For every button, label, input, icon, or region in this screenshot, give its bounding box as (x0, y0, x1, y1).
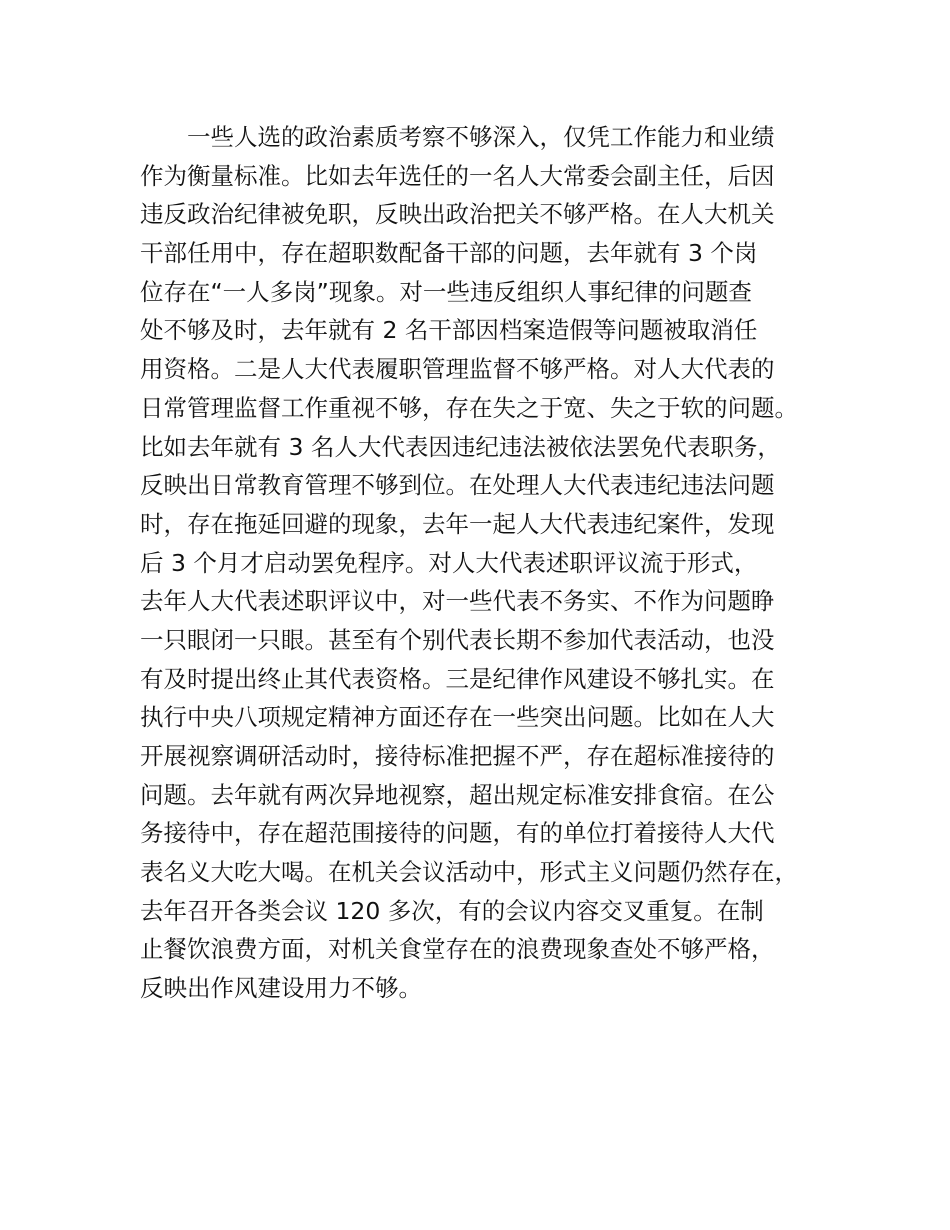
paragraph-line: 反映出日常教育管理不够到位。在处理人大代表违纪违法问题 (140, 471, 775, 500)
paragraph-line: 问题。去年就有两次异地视察，超出规定标准安排食宿。在公 (140, 780, 775, 809)
paragraph-line: 去年召开各类会议 120 多次，有的会议内容交叉重复。在制 (140, 896, 764, 925)
body-paragraph (140, 118, 840, 1008)
paragraph-line: 日常管理监督工作重视不够，存在失之于宽、失之于软的问题。 (140, 393, 798, 422)
paragraph-line: 表名义大吃大喝。在机关会议活动中，形式主义问题仍然存在， (140, 858, 798, 887)
paragraph-line: 位存在“一人多岗”现象。对一些违反组织人事纪律的问题查 (140, 277, 752, 306)
paragraph-line: 违反政治纪律被免职，反映出政治把关不够严格。在人大机关 (140, 200, 775, 229)
paragraph-line: 一些人选的政治素质考察不够深入，仅凭工作能力和业绩 (187, 123, 775, 151)
paragraph-line: 执行中央八项规定精神方面还存在一些突出问题。比如在人大 (140, 703, 775, 732)
paragraph-line: 时，存在拖延回避的现象，去年一起人大代表违纪案件，发现 (140, 509, 775, 538)
paragraph-line: 去年人大代表述职评议中，对一些代表不务实、不作为问题睁 (140, 587, 775, 616)
paragraph-line: 开展视察调研活动时，接待标准把握不严，存在超标准接待的 (140, 742, 775, 770)
paragraph-line: 务接待中，存在超范围接待的问题，有的单位打着接待人大代 (140, 819, 775, 848)
paragraph-line: 作为衡量标准。比如去年选任的一名人大常委会副主任，后因 (140, 161, 775, 190)
paragraph-line: 干部任用中，存在超职数配备干部的问题，去年就有 3 个岗 (140, 239, 758, 268)
paragraph-line: 用资格。二是人大代表履职管理监督不够严格。对人大代表的 (140, 355, 775, 384)
paragraph-line: 一只眼闭一只眼。甚至有个别代表长期不参加代表活动，也没 (140, 625, 775, 654)
paragraph-line: 有及时提出终止其代表资格。三是纪律作风建设不够扎实。在 (140, 664, 775, 693)
paragraph-line: 反映出作风建设用力不够。 (140, 974, 422, 1003)
paragraph-line: 比如去年就有 3 名人大代表因违纪违法被依法罢免代表职务， (140, 432, 781, 461)
paragraph-line: 处不够及时，去年就有 2 名干部因档案造假等问题被取消任 (140, 316, 758, 345)
paragraph-line: 后 3 个月才启动罢免程序。对人大代表述职评议流于形式， (140, 548, 758, 577)
paragraph-line: 止餐饮浪费方面，对机关食堂存在的浪费现象查处不够严格， (140, 935, 775, 964)
